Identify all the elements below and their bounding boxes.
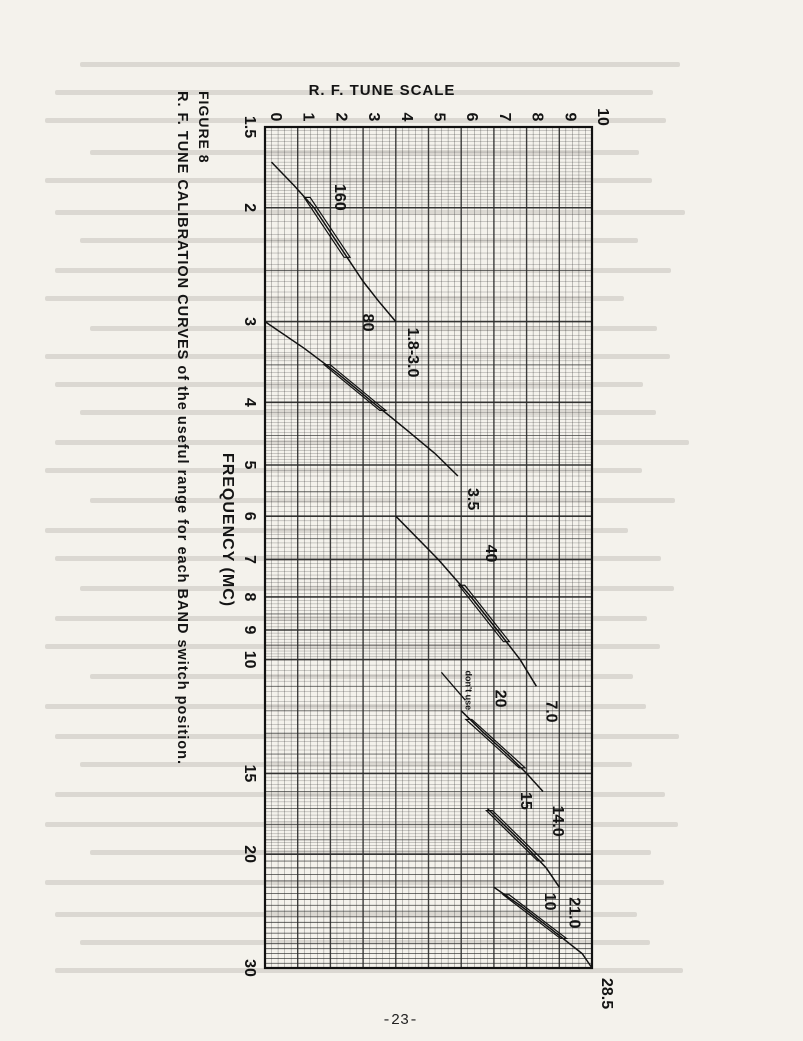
frequency-tick-label: 4 xyxy=(241,397,258,407)
series-21.0 xyxy=(486,792,582,929)
frequency-tick-label: 30 xyxy=(241,959,258,977)
figure-label: FIGURE 8 xyxy=(196,91,212,164)
frequency-tick-label: 8 xyxy=(241,592,258,602)
annotation-text: don't use xyxy=(463,670,474,711)
frequency-tick-label: 20 xyxy=(241,845,258,864)
tick-labels xyxy=(241,108,611,977)
y-axis-title: R. F. TUNE SCALE xyxy=(308,82,456,99)
band-label: 10 xyxy=(540,892,558,911)
annotation xyxy=(441,671,473,711)
figure-caption: R. F. TUNE CALIBRATION CURVES of the useful range for each BAND switch position. xyxy=(174,91,190,766)
frequency-tick-label: 7 xyxy=(241,555,258,564)
frequency-tick-label: 1.5 xyxy=(241,115,258,139)
series-name-label: 3.5 xyxy=(463,488,481,511)
frequency-tick-label: 3 xyxy=(241,317,258,327)
scale-tick-label: 6 xyxy=(463,112,481,122)
series-name-label: 14.0 xyxy=(548,805,566,837)
band-label: 80 xyxy=(358,313,376,332)
x-axis-title: FREQUENCY (MC) xyxy=(219,452,236,608)
series-1.8-3.0 xyxy=(272,162,421,377)
scale-tick-label: 9 xyxy=(561,112,579,122)
band-label: 20 xyxy=(491,689,509,708)
scale-tick-label: 10 xyxy=(594,108,611,126)
band-label: 40 xyxy=(482,544,500,563)
frequency-tick-label: 2 xyxy=(241,203,258,213)
scale-tick-label: 5 xyxy=(430,112,448,122)
series-name-label: 28.5 xyxy=(598,978,615,1010)
page-number: -23- xyxy=(381,1012,418,1029)
band-label: 15 xyxy=(517,791,535,810)
scale-tick-label: 1 xyxy=(299,112,317,122)
scale-tick-label: 4 xyxy=(397,112,415,122)
scale-tick-label: 0 xyxy=(267,112,284,122)
scale-tick-label: 7 xyxy=(495,112,513,122)
scale-tick-label: 3 xyxy=(365,112,383,122)
scale-tick-label: 2 xyxy=(332,112,350,122)
series-name-label: 7.0 xyxy=(542,700,560,723)
frequency-tick-label: 6 xyxy=(241,511,258,521)
frequency-tick-label: 15 xyxy=(241,764,258,783)
series-line xyxy=(396,516,537,686)
scale-tick-label: 8 xyxy=(528,112,546,122)
series-line xyxy=(461,711,543,792)
series-line xyxy=(487,809,559,888)
band-label: 160 xyxy=(331,184,349,211)
frequency-tick-label: 9 xyxy=(241,625,258,635)
series-name-label: 21.0 xyxy=(565,897,583,929)
frequency-tick-label: 10 xyxy=(241,650,258,669)
frequency-tick-label: 5 xyxy=(241,460,258,470)
series-name-label: 1.8-3.0 xyxy=(403,327,421,378)
